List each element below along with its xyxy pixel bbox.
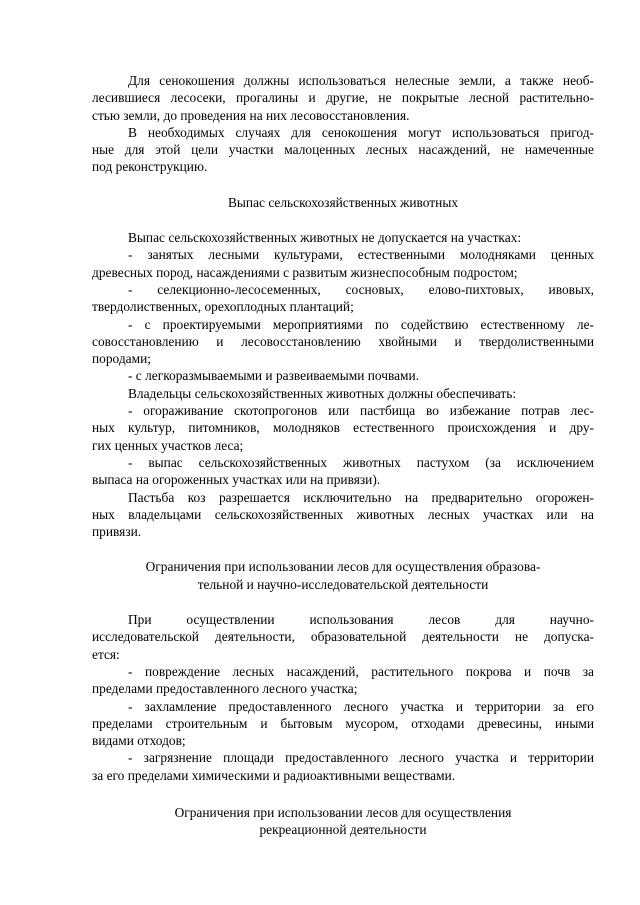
education-item-1-line-1: - повреждение лесных насаждений, растительного покрова и почв за <box>128 663 594 679</box>
grazing-intro: Выпас сельскохозяйственных животных не допускается на участках: <box>128 230 522 246</box>
grazing-item-2-line-1: - селекционно-лесосеменных, сосновых, елово-пихтовых, ивовых, <box>128 281 594 297</box>
document-page <box>92 72 594 839</box>
hay-paragraph-2-line-1: В необходимых случаях для сенокошения могут использоваться пригод- <box>128 124 594 140</box>
goats-line-3: привязи. <box>92 524 142 540</box>
grazing-item-2-line-2: твердолиственных, орехоплодных плантаций; <box>92 299 354 315</box>
hay-paragraph-1-line-1: Для сенокошения должны использоваться нелесные земли, а также необ- <box>128 73 594 88</box>
hay-paragraph-1-line-2: лесившиеся лесосеки, прогалины и другие, не покрытые лесной растительно- <box>92 90 594 106</box>
owners-item-1-line-1: - огораживание скотопрогонов или пастбища во избежание потрав лес- <box>128 403 594 419</box>
grazing-item-3-line-1: - с проектируемыми мероприятиями по содействию естественному ле- <box>128 316 594 332</box>
hay-paragraph-1-line-3: стью земли, до проведения на них лесовосстановления. <box>92 107 410 123</box>
owners-item-1-line-2: ных культур, питомников, молодняков естественного происхождения и дру- <box>92 420 594 436</box>
goats-line-2: ных владельцами сельскохозяйственных животных лесных участках или на <box>92 506 594 522</box>
education-item-2-line-2: пределами строительным и бытовым мусором, отходами древесины, иными <box>92 715 594 731</box>
goats-line-1: Пастьба коз разрешается исключительно на предварительно огорожен- <box>128 489 594 505</box>
hay-paragraph-2-line-2: ные для этой цели участки малоценных лесных насаждений, не намеченные <box>92 142 594 158</box>
education-intro-line-3: ется: <box>92 646 120 662</box>
owners-item-2-line-2: выпаса на огороженных участках или на привязи). <box>92 472 381 488</box>
education-heading-line-2: тельной и научно-исследовательской деятельности <box>197 576 489 592</box>
education-item-2-line-3: видами отходов; <box>92 733 186 749</box>
education-item-3-line-1: - загрязнение площади предоставленного лесного участка и территории <box>128 750 594 766</box>
education-intro-line-2: исследовательской деятельности, образовательной деятельности не допуска- <box>92 629 594 645</box>
owners-item-1-line-3: гих ценных участков леса; <box>92 437 244 453</box>
education-item-2-line-1: - захламление предоставленного лесного участка и территории за его <box>128 698 594 714</box>
owners-intro: Владельцы сельскохозяйственных животных должны обеспечивать: <box>128 385 517 401</box>
grazing-heading: Выпас сельскохозяйственных животных <box>227 194 459 210</box>
grazing-item-4: - с легкоразмываемыми и развеиваемыми почвами. <box>128 368 420 384</box>
grazing-item-3-line-2: совосстановлению и лесовосстановлению хвойными и твердолиственными <box>92 333 594 349</box>
education-item-1-line-2: пределами предоставленного лесного участка; <box>92 681 358 697</box>
recreation-heading-line-2: рекреационной деятельности <box>259 822 427 838</box>
education-item-3-line-2: за его пределами химическими и радиоактивными веществами. <box>92 767 456 783</box>
grazing-item-3-line-3: породами; <box>92 351 151 367</box>
hay-paragraph-2-line-3: под реконструкцию. <box>92 159 208 175</box>
education-heading-line-1: Ограничения при использовании лесов для осуществления образова- <box>145 559 541 575</box>
owners-item-2-line-1: - выпас сельскохозяйственных животных пастухом (за исключением <box>128 454 594 470</box>
grazing-item-1-line-1: - занятых лесными культурами, естественными молодняками ценных <box>128 247 594 263</box>
education-intro-line-1: При осуществлении использования лесов для научно- <box>128 612 594 628</box>
grazing-item-1-line-2: древесных пород, насаждениями с развитым жизнеспособным подростом; <box>92 264 518 280</box>
recreation-heading-line-1: Ограничения при использовании лесов для осуществления <box>174 804 512 820</box>
